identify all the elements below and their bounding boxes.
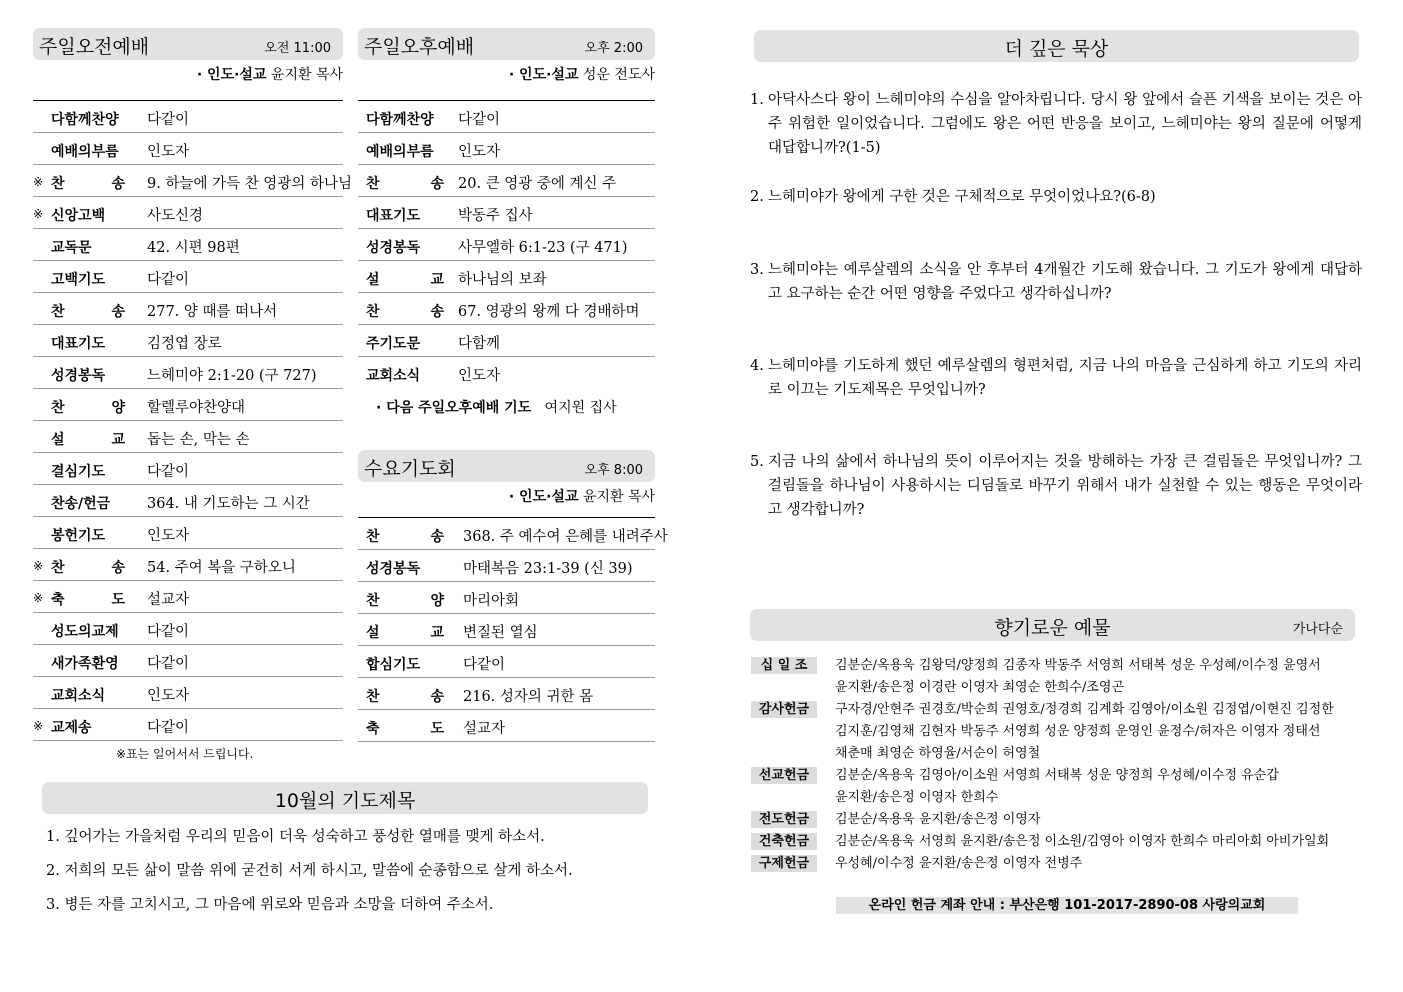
offering-header	[750, 609, 1355, 641]
question-item	[750, 258, 1362, 354]
offering-label: 십 일 조	[751, 657, 817, 674]
order-label: 교제송	[51, 720, 92, 736]
table-row	[33, 421, 343, 453]
morning-header	[33, 28, 343, 60]
next-prayer-label: · 다음 주일오후예배 기도	[376, 400, 532, 416]
afternoon-title: 주일오후예배	[364, 36, 475, 58]
afternoon-leader-label: · 인도·설교	[508, 67, 579, 83]
order-value: 돕는 손, 막는 손	[147, 432, 250, 448]
table-row	[358, 101, 655, 133]
offering-list	[751, 655, 1363, 875]
table-row	[358, 550, 655, 582]
offering-group	[751, 655, 1363, 699]
table-row	[358, 261, 655, 293]
order-value: 277. 양 때를 떠나서	[147, 304, 278, 320]
table-row	[33, 101, 343, 133]
offering-label: 건축헌금	[751, 833, 817, 850]
table-row	[33, 133, 343, 165]
order-label: 주기도문	[366, 336, 421, 352]
prayer-header	[42, 782, 648, 814]
offering-title: 향기로운 예물	[994, 617, 1111, 639]
order-label: 성경봉독	[366, 240, 421, 256]
order-value: 변질된 열심	[463, 625, 538, 641]
standing-mark: ※	[33, 175, 44, 189]
table-row	[33, 197, 343, 229]
order-label: 다함께찬양	[51, 112, 119, 128]
order-value: 다같이	[458, 112, 501, 128]
table-row	[33, 325, 343, 357]
order-value: 설교자	[463, 721, 506, 737]
order-value: 마태복음 23:1-39 (신 39)	[463, 561, 633, 577]
wednesday-leader-label: · 인도·설교	[508, 489, 579, 505]
order-label: 찬송/헌금	[51, 496, 111, 512]
table-row	[358, 133, 655, 165]
offering-group	[751, 765, 1363, 809]
order-label: 다함께찬양	[366, 112, 434, 128]
table-row	[358, 165, 655, 197]
order-label: 설 교	[51, 432, 125, 448]
order-value: 인도자	[458, 144, 501, 160]
offering-label: 전도헌금	[751, 811, 817, 828]
standing-mark: ※	[33, 719, 44, 733]
table-row	[33, 517, 343, 549]
table-row	[33, 709, 343, 741]
order-label: 성경봉독	[51, 368, 106, 384]
order-value: 54. 주여 복을 구하오니	[147, 560, 296, 576]
wednesday-leader	[509, 486, 655, 506]
order-label: 대표기도	[366, 208, 421, 224]
order-value: 다함께	[458, 336, 501, 352]
wednesday-title: 수요기도회	[364, 458, 456, 480]
order-value: 사무엘하 6:1-23 (구 471)	[458, 240, 628, 256]
table-row	[33, 581, 343, 613]
wednesday-header	[358, 450, 655, 482]
order-label: 찬 송	[51, 176, 125, 192]
offering-names: 윤지환/송은정 이경란 이영자 최영순 한희수/조영곤	[835, 680, 1125, 695]
order-label: 설 교	[366, 625, 444, 641]
offering-group	[751, 699, 1363, 765]
table-row	[358, 710, 655, 742]
next-prayer-name: 여지원 집사	[544, 400, 617, 416]
order-value: 67. 영광의 왕께 다 경배하며	[458, 304, 640, 320]
online-account-notice: 온라인 헌금 계좌 안내 : 부산은행 101-2017-2890-08 사랑의교회	[836, 897, 1298, 914]
table-row	[358, 518, 668, 550]
table-row	[33, 293, 343, 325]
question-number: 4.	[750, 358, 764, 374]
table-row	[358, 646, 655, 678]
morning-leader-label: · 인도·설교	[196, 67, 267, 83]
standing-mark: ※	[33, 559, 44, 573]
order-value: 다같이	[147, 656, 190, 672]
table-row	[33, 549, 343, 581]
prayer-list	[46, 827, 686, 929]
order-label: 교독문	[51, 240, 92, 256]
wednesday-time: 오후 8:00	[584, 463, 643, 478]
question-number: 1.	[750, 92, 764, 108]
order-value: 인도자	[147, 528, 190, 544]
order-label: 찬 송	[366, 304, 444, 320]
list-item: 1. 깊어가는 가을처럼 우리의 믿음이 더욱 성숙하고 풍성한 열매를 맺게 하소서.	[46, 829, 545, 845]
afternoon-time: 오후 2:00	[584, 41, 643, 56]
morning-leader	[197, 64, 343, 84]
question-item	[750, 450, 1362, 522]
table-row	[358, 614, 655, 646]
afternoon-header	[358, 28, 655, 60]
table-row	[358, 197, 655, 229]
prayer-title: 10월의 기도제목	[274, 790, 416, 812]
wednesday-order-table	[358, 517, 668, 742]
order-label: 교회소식	[51, 688, 106, 704]
order-value: 인도자	[147, 688, 190, 704]
offering-names: 김분순/옥용욱 서영희 윤지환/송은정 이소원/김영아 이영자 한희수 마리아회 아비가일회	[835, 834, 1330, 849]
next-prayer	[376, 397, 617, 417]
table-row	[33, 453, 343, 485]
offering-label: 감사헌금	[751, 701, 817, 718]
table-row	[358, 357, 655, 389]
standing-mark: ※	[33, 591, 44, 605]
order-value: 다같이	[463, 657, 506, 673]
order-label: 결심기도	[51, 464, 106, 480]
order-value: 느헤미야 2:1-20 (구 727)	[147, 368, 317, 384]
order-label: 축 도	[366, 721, 444, 737]
morning-order-table	[33, 100, 352, 741]
question-text: 느헤미야를 기도하게 했던 예루살렘의 형편처럼, 지금 나의 마음을 근심하게 하고 기도의 자리로 이끄는 기도제목은 무엇입니까?	[768, 358, 1362, 398]
order-label: 성경봉독	[366, 561, 421, 577]
afternoon-leader	[509, 64, 655, 84]
order-value: 마리아회	[463, 593, 520, 609]
table-row	[33, 485, 343, 517]
wednesday-leader-name: 윤지환 목사	[582, 489, 655, 505]
offering-names: 김분순/옥용욱 윤지환/송은정 이영자	[835, 812, 1041, 827]
order-value: 박동주 집사	[458, 208, 533, 224]
order-value: 설교자	[147, 592, 190, 608]
offering-names: 채춘매 최영순 하영율/서순이 허영철	[835, 746, 1041, 761]
morning-title: 주일오전예배	[39, 36, 150, 58]
question-item	[750, 185, 1362, 258]
table-row	[33, 357, 343, 389]
order-value: 인도자	[458, 368, 501, 384]
order-label: 찬 송	[51, 304, 125, 320]
table-row	[33, 645, 343, 677]
order-value: 할렐루야찬양대	[147, 400, 246, 416]
offering-names: 윤지환/송은정 이영자 한희수	[835, 790, 999, 805]
order-label: 축 도	[51, 592, 125, 608]
list-item: 2. 저희의 모든 삶이 말씀 위에 굳건히 서게 하시고, 말씀에 순종함으로 살게 하소서.	[46, 863, 573, 879]
meditation-title: 더 깊은 묵상	[1004, 38, 1109, 60]
order-value: 20. 큰 영광 중에 계신 주	[458, 176, 617, 192]
order-value: 368. 주 예수여 은혜를 내려주사	[463, 529, 668, 545]
offering-group	[751, 853, 1363, 875]
order-label: 합심기도	[366, 657, 421, 673]
order-label: 찬 송	[51, 560, 125, 576]
order-label: 찬 송	[366, 529, 444, 545]
order-label: 예배의부름	[51, 144, 119, 160]
list-item: 3. 병든 자를 고치시고, 그 마음에 위로와 믿음과 소망을 더하여 주소서.	[46, 897, 494, 913]
order-label: 새가족환영	[51, 656, 119, 672]
table-row	[358, 678, 655, 710]
table-row	[358, 293, 655, 325]
order-value: 김정엽 장로	[147, 336, 222, 352]
order-label: 고백기도	[51, 272, 106, 288]
order-label: 찬 송	[366, 176, 444, 192]
order-value: 사도신경	[147, 208, 204, 224]
order-value: 하나님의 보좌	[458, 272, 547, 288]
table-row	[358, 229, 655, 261]
order-label: 예배의부름	[366, 144, 434, 160]
order-value: 다같이	[147, 464, 190, 480]
order-value: 216. 성자의 귀한 몸	[463, 689, 594, 705]
morning-leader-name: 윤지환 목사	[270, 67, 343, 83]
order-value: 다같이	[147, 112, 190, 128]
standing-note: ※표는 일어서서 드립니다.	[116, 747, 254, 761]
question-text: 아닥사스다 왕이 느헤미야의 수심을 알아차립니다. 당시 왕 앞에서 슬픈 기색을 보이는 것은 아주 위험한 일이었습니다. 그럼에도 왕은 어떤 반응을 보이고, 느헤미야는 왕의 질문에 어떻게 대답합니까?(1-5)	[768, 92, 1362, 156]
morning-time: 오전 11:00	[264, 41, 331, 56]
offering-names: 김분순/옥용욱 김왕덕/양정희 김종자 박동주 서영희 서태복 성운 우성혜/이수정 윤영서	[835, 658, 1321, 673]
order-label: 신앙고백	[51, 208, 106, 224]
order-value: 인도자	[147, 144, 190, 160]
order-value: 다같이	[147, 720, 190, 736]
offering-group	[751, 809, 1363, 831]
offering-label: 구제헌금	[751, 855, 817, 872]
question-number: 5.	[750, 454, 764, 470]
table-row	[358, 582, 655, 614]
offering-names: 김지훈/김영채 김현자 박동주 서영희 성운 양정희 운영인 윤정수/허자은 이영자 정태선	[835, 724, 1321, 739]
order-value: 다같이	[147, 624, 190, 640]
offering-names: 구자경/안현주 권경호/박순희 권영호/정경희 김계화 김영아/이소원 김정엽/이현진 김정한	[835, 702, 1334, 717]
offering-label: 선교헌금	[751, 767, 817, 784]
table-row	[33, 165, 352, 197]
offering-names: 우성혜/이수정 윤지환/송은정 이영자 전병주	[835, 856, 1083, 871]
standing-mark: ※	[33, 207, 44, 221]
order-label: 대표기도	[51, 336, 106, 352]
order-label: 교회소식	[366, 368, 421, 384]
table-row	[33, 229, 343, 261]
order-label: 성도의교제	[51, 624, 119, 640]
question-number: 2.	[750, 189, 764, 205]
afternoon-leader-name: 성운 전도사	[582, 67, 655, 83]
order-label: 찬 양	[51, 400, 125, 416]
order-value: 42. 시편 98편	[147, 240, 240, 256]
question-item	[750, 88, 1362, 185]
order-value: 364. 내 기도하는 그 시간	[147, 496, 310, 512]
meditation-header	[754, 30, 1359, 62]
order-value: 9. 하늘에 가득 찬 영광의 하나님	[147, 176, 352, 192]
offering-order: 가나다순	[1292, 622, 1343, 637]
table-row	[33, 677, 343, 709]
order-label: 봉헌기도	[51, 528, 106, 544]
table-row	[358, 325, 655, 357]
question-text: 지금 나의 삶에서 하나님의 뜻이 이루어지는 것을 방해하는 가장 큰 걸림돌은 무엇입니까? 그 걸림돌을 하나님이 사용하시는 디딤돌로 바꾸기 위해서 내가 실천할 수 있는 행동은 무엇이라고 생각합니까?	[768, 454, 1362, 518]
order-label: 찬 양	[366, 593, 444, 609]
afternoon-order-table	[358, 100, 655, 389]
table-row	[33, 389, 343, 421]
order-label: 설 교	[366, 272, 444, 288]
order-label: 찬 송	[366, 689, 444, 705]
question-number: 3.	[750, 262, 764, 278]
question-text: 느헤미야는 예루살렘의 소식을 안 후부터 4개월간 기도해 왔습니다. 그 기도가 왕에게 대답하고 요구하는 순간 어떤 영향을 주었다고 생각하십니까?	[768, 262, 1362, 302]
table-row	[33, 613, 343, 645]
question-item	[750, 354, 1362, 450]
meditation-questions	[750, 88, 1362, 522]
offering-names: 김분순/옥용욱 김영아/이소원 서영희 서태복 성운 양정희 우성혜/이수정 유순갑	[835, 768, 1279, 783]
question-text: 느헤미야가 왕에게 구한 것은 구체적으로 무엇이었나요?(6-8)	[768, 189, 1156, 205]
order-value: 다같이	[147, 272, 190, 288]
offering-group	[751, 831, 1363, 853]
table-row	[33, 261, 343, 293]
